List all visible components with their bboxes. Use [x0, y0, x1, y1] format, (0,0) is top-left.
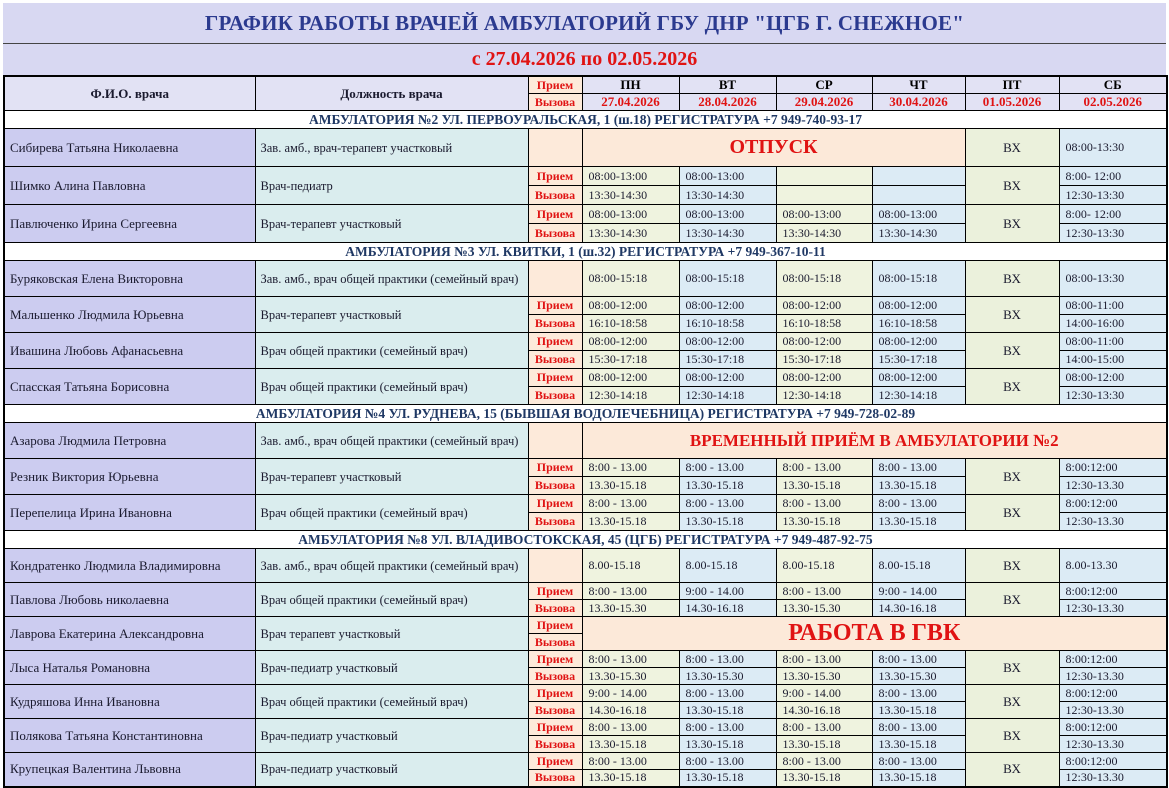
saturday-vyzova-cell: 14:00-16:00 — [1059, 315, 1167, 333]
priem-time-cell: 8:00 - 13.00 — [872, 685, 965, 702]
vyzova-time-cell: 13.30-15.30 — [776, 668, 872, 685]
priem-time-cell: 08:00-12:00 — [582, 297, 679, 315]
vyzova-time-cell: 13.30-15.30 — [582, 600, 679, 617]
doctor-position: Врач общей практики (семейный врач) — [255, 495, 528, 531]
saturday-vyzova-cell: 12:30-13:30 — [1059, 224, 1167, 243]
doctor-position: Зав. амб., врач-терапевт участковый — [255, 129, 528, 167]
priem-time-cell: 08:00-13:00 — [679, 205, 776, 224]
header-fio: Ф.И.О. врача — [4, 76, 255, 111]
empty-label-cell — [528, 549, 582, 583]
doctor-row — [4, 261, 1167, 279]
vyzova-label: Вызова — [528, 668, 582, 685]
doctor-position: Врач-педиатр — [255, 167, 528, 205]
priem-time-cell: 08:00-13:00 — [679, 167, 776, 186]
vyzova-time-cell: 12:30-14:18 — [872, 387, 965, 405]
gvk-banner: РАБОТА В ГВК — [582, 617, 1167, 651]
vyzova-time-cell: 15:30-17:18 — [872, 351, 965, 369]
priem-time-cell: 8:00 - 13.00 — [679, 495, 776, 513]
vx-cell: ВХ — [965, 719, 1059, 753]
priem-time-cell: 08:00-13:00 — [582, 167, 679, 186]
doctor-row — [4, 423, 1167, 441]
doctor-name: Крупецкая Валентина Львовна — [4, 753, 255, 787]
saturday-vyzova-cell: 12:30-13:30 — [1059, 186, 1167, 205]
section-header: АМБУЛАТОРИЯ №3 УЛ. КВИТКИ, 1 (ш.32) РЕГИСТРАТУРА +7 949-367-10-11 — [4, 243, 1167, 261]
priem-label: Прием — [528, 459, 582, 477]
vx-cell: ВХ — [965, 753, 1059, 787]
doctor-position: Врач общей практики (семейный врач) — [255, 369, 528, 405]
vyzova-time-cell: 15:30-17:18 — [582, 351, 679, 369]
vyzova-time-cell: 14.30-16.18 — [776, 702, 872, 719]
vyzova-time-cell: 13.30-15.18 — [872, 736, 965, 753]
doctor-name: Резник Виктория Юрьевна — [4, 459, 255, 495]
vyzova-label: Вызова — [528, 634, 582, 651]
doctor-position: Зав. амб., врач общей практики (семейный врач) — [255, 423, 528, 459]
vyzova-time-cell: 13.30-15.30 — [776, 600, 872, 617]
priem-time-cell: 8:00 - 13.00 — [679, 459, 776, 477]
day-name-wed: СР — [776, 76, 872, 94]
doctor-position: Зав. амб., врач общей практики (семейный врач) — [255, 549, 528, 583]
doctor-row — [4, 719, 1167, 736]
doctor-row — [4, 651, 1167, 668]
day-time-cell: 08:00-15:18 — [776, 261, 872, 297]
vyzova-time-cell: 13.30-15.30 — [872, 668, 965, 685]
vyzova-time-cell: 13.30-15.18 — [582, 736, 679, 753]
vyzova-time-cell: 14.30-16.18 — [679, 600, 776, 617]
doctor-position: Врач общей практики (семейный врач) — [255, 333, 528, 369]
priem-label: Прием — [528, 333, 582, 351]
priem-label: Прием — [528, 651, 582, 668]
vyzova-time-cell: 16:10-18:58 — [872, 315, 965, 333]
priem-time-cell: 8:00 - 13.00 — [679, 753, 776, 770]
section-header-row — [4, 111, 1167, 129]
day-date-sat: 02.05.2026 — [1059, 94, 1167, 111]
vyzova-time-cell: 13.30-15.18 — [679, 770, 776, 787]
priem-time-cell: 8:00 - 13.00 — [582, 753, 679, 770]
vx-cell: ВХ — [965, 549, 1059, 583]
vyzova-time-cell: 13:30-14:30 — [776, 224, 872, 243]
priem-time-cell: 08:00-12:00 — [679, 369, 776, 387]
priem-label: Прием — [528, 583, 582, 600]
vyzova-label: Вызова — [528, 351, 582, 369]
doctor-row — [4, 167, 1167, 186]
saturday-priem-cell: 8:00- 12:00 — [1059, 167, 1167, 186]
vyzova-time-cell: 13:30-14:30 — [872, 224, 965, 243]
vyzova-time-cell: 13:30-14:30 — [679, 224, 776, 243]
schedule-table — [3, 75, 1168, 788]
header-vyzova-label: Вызова — [528, 94, 582, 111]
vyzova-time-cell: 16:10-18:58 — [776, 315, 872, 333]
priem-time-cell: 8:00 - 13.00 — [776, 719, 872, 736]
saturday-priem-cell: 8:00:12:00 — [1059, 685, 1167, 702]
day-date-wed: 29.04.2026 — [776, 94, 872, 111]
vx-cell: ВХ — [965, 297, 1059, 333]
priem-time-cell: 8:00 - 13.00 — [776, 583, 872, 600]
page-title: ГРАФИК РАБОТЫ ВРАЧЕЙ АМБУЛАТОРИЙ ГБУ ДНР "ЦГБ Г. СНЕЖНОЕ" — [204, 10, 965, 35]
section-header: АМБУЛАТОРИЯ №8 УЛ. ВЛАДИВОСТОКСКАЯ, 45 (ЦГБ) РЕГИСТРАТУРА +7 949-487-92-75 — [4, 531, 1167, 549]
priem-time-cell: 08:00-12:00 — [872, 369, 965, 387]
doctor-name: Лыса Наталья Романовна — [4, 651, 255, 685]
vx-cell: ВХ — [965, 205, 1059, 243]
priem-time-cell: 8:00 - 13.00 — [776, 495, 872, 513]
saturday-vyzova-cell: 12:30-13.30 — [1059, 736, 1167, 753]
date-range: с 27.04.2026 по 02.05.2026 — [471, 48, 698, 70]
priem-time-cell: 08:00-12:00 — [582, 333, 679, 351]
vyzova-time-cell: 13.30-15.18 — [776, 477, 872, 495]
vyzova-time-cell: 13.30-15.18 — [582, 770, 679, 787]
priem-label: Прием — [528, 297, 582, 315]
priem-time-cell: 08:00-12:00 — [872, 333, 965, 351]
vyzova-time-cell: 13:30-14:30 — [679, 186, 776, 205]
priem-time-cell: 08:00-12:00 — [679, 333, 776, 351]
vyzova-time-cell: 13.30-15.18 — [679, 513, 776, 531]
doctor-row — [4, 495, 1167, 513]
doctor-row — [4, 459, 1167, 477]
vyzova-time-cell: 14.30-16.18 — [872, 600, 965, 617]
day-time-cell: 8.00-15.18 — [776, 549, 872, 583]
priem-time-cell: 8:00 - 13.00 — [679, 719, 776, 736]
priem-time-cell: 9:00 - 14.00 — [582, 685, 679, 702]
vyzova-time-cell: 13.30-15.18 — [776, 736, 872, 753]
priem-time-cell: 8:00 - 13.00 — [776, 651, 872, 668]
priem-time-cell: 08:00-12:00 — [679, 297, 776, 315]
vyzova-time-cell: 13.30-15.18 — [872, 513, 965, 531]
vx-cell: ВХ — [965, 369, 1059, 405]
vx-cell: ВХ — [965, 129, 1059, 167]
saturday-vyzova-cell: 12:30-13.30 — [1059, 600, 1167, 617]
day-name-fri: ПТ — [965, 76, 1059, 94]
doctor-name: Лаврова Екатерина Александровна — [4, 617, 255, 651]
doctor-name: Мальшенко Людмила Юрьевна — [4, 297, 255, 333]
priem-time-cell: 8:00 - 13.00 — [582, 495, 679, 513]
saturday-vyzova-cell: 12:30-13.30 — [1059, 702, 1167, 719]
vyzova-time-cell: 13.30-15.18 — [776, 513, 872, 531]
vx-cell: ВХ — [965, 495, 1059, 531]
saturday-vyzova-cell: 12:30-13.30 — [1059, 668, 1167, 685]
vyzova-label: Вызова — [528, 477, 582, 495]
header-priem-label: Прием — [528, 76, 582, 94]
saturday-cell: 08:00-13:30 — [1059, 129, 1167, 167]
vx-cell: ВХ — [965, 459, 1059, 495]
saturday-vyzova-cell: 14:00-15:00 — [1059, 351, 1167, 369]
doctor-row — [4, 333, 1167, 351]
vyzova-time-cell: 13.30-15.18 — [679, 477, 776, 495]
saturday-priem-cell: 08:00-12:00 — [1059, 369, 1167, 387]
priem-time-cell: 08:00-13:00 — [872, 205, 965, 224]
day-time-cell: 8.00-15.18 — [582, 549, 679, 583]
vyzova-time-cell: 14.30-16.18 — [582, 702, 679, 719]
vyzova-time-cell: 13.30-15.18 — [776, 770, 872, 787]
priem-time-cell: 08:00-12:00 — [776, 369, 872, 387]
doctor-name: Сибирева Татьяна Николаевна — [4, 129, 255, 167]
doctor-position: Врач-терапевт участковый — [255, 459, 528, 495]
saturday-priem-cell: 08:00-11:00 — [1059, 333, 1167, 351]
date-range-bar — [3, 44, 1166, 75]
priem-label: Прием — [528, 719, 582, 736]
priem-time-cell: 8:00 - 13.00 — [872, 719, 965, 736]
vx-cell: ВХ — [965, 583, 1059, 617]
saturday-priem-cell: 8:00:12:00 — [1059, 651, 1167, 668]
vyzova-time-cell — [872, 186, 965, 205]
priem-time-cell — [872, 167, 965, 186]
saturday-priem-cell: 8:00- 12:00 — [1059, 205, 1167, 224]
priem-time-cell: 9:00 - 14.00 — [776, 685, 872, 702]
priem-time-cell: 8:00 - 13.00 — [679, 685, 776, 702]
vyzova-label: Вызова — [528, 224, 582, 243]
section-header: АМБУЛАТОРИЯ №2 УЛ. ПЕРВОУРАЛЬСКАЯ, 1 (ш.18) РЕГИСТРАТУРА +7 949-740-93-17 — [4, 111, 1167, 129]
vx-cell: ВХ — [965, 333, 1059, 369]
vyzova-label: Вызова — [528, 600, 582, 617]
doctor-row — [4, 549, 1167, 566]
saturday-priem-cell: 8:00:12:00 — [1059, 719, 1167, 736]
vyzova-time-cell: 15:30-17:18 — [679, 351, 776, 369]
doctor-name: Павлюченко Ирина Сергеевна — [4, 205, 255, 243]
vyzova-label: Вызова — [528, 513, 582, 531]
priem-label: Прием — [528, 753, 582, 770]
priem-time-cell: 8:00 - 13.00 — [872, 753, 965, 770]
priem-time-cell: 9:00 - 14.00 — [872, 583, 965, 600]
vyzova-time-cell: 13.30-15.18 — [582, 513, 679, 531]
doctor-name: Спасская Татьяна Борисовна — [4, 369, 255, 405]
priem-time-cell: 08:00-12:00 — [582, 369, 679, 387]
priem-time-cell: 8:00 - 13.00 — [776, 753, 872, 770]
doctor-name: Перепелица Ирина Ивановна — [4, 495, 255, 531]
temporary-location-banner: ВРЕМЕННЫЙ ПРИЁМ В АМБУЛАТОРИИ №2 — [582, 423, 1167, 459]
vyzova-time-cell: 16:10-18:58 — [679, 315, 776, 333]
saturday-vyzova-cell: 12:30-13.30 — [1059, 477, 1167, 495]
priem-time-cell: 08:00-13:00 — [776, 205, 872, 224]
doctor-row — [4, 297, 1167, 315]
empty-label-cell — [528, 129, 582, 167]
priem-label: Прием — [528, 167, 582, 186]
vyzova-label: Вызова — [528, 315, 582, 333]
priem-time-cell — [776, 167, 872, 186]
empty-label-cell — [528, 261, 582, 297]
vyzova-time-cell: 13.30-15.18 — [679, 736, 776, 753]
vx-cell: ВХ — [965, 685, 1059, 719]
priem-time-cell: 8:00 - 13.00 — [582, 651, 679, 668]
vyzova-time-cell: 15:30-17:18 — [776, 351, 872, 369]
priem-time-cell: 08:00-12:00 — [776, 333, 872, 351]
day-name-mon: ПН — [582, 76, 679, 94]
vyzova-label: Вызова — [528, 736, 582, 753]
doctor-name: Ивашина Любовь Афанасьевна — [4, 333, 255, 369]
saturday-vyzova-cell: 12:30-13.30 — [1059, 770, 1167, 787]
saturday-cell: 08:00-13:30 — [1059, 261, 1167, 297]
doctor-row — [4, 129, 1167, 148]
priem-label: Прием — [528, 495, 582, 513]
day-time-cell: 8.00-15.18 — [679, 549, 776, 583]
vyzova-label: Вызова — [528, 702, 582, 719]
priem-time-cell: 8:00 - 13.00 — [872, 459, 965, 477]
vyzova-time-cell: 12:30-14:18 — [582, 387, 679, 405]
priem-time-cell: 08:00-12:00 — [872, 297, 965, 315]
priem-label: Прием — [528, 685, 582, 702]
doctor-position: Врач-педиатр участковый — [255, 651, 528, 685]
doctor-position: Зав. амб., врач общей практики (семейный врач) — [255, 261, 528, 297]
day-date-thu: 30.04.2026 — [872, 94, 965, 111]
vacation-banner: ОТПУСК — [582, 129, 965, 167]
doctor-name: Шимко Алина Павловна — [4, 167, 255, 205]
saturday-priem-cell: 8:00:12:00 — [1059, 459, 1167, 477]
priem-time-cell: 8:00 - 13.00 — [776, 459, 872, 477]
priem-label: Прием — [528, 369, 582, 387]
saturday-cell: 8.00-13.30 — [1059, 549, 1167, 583]
priem-time-cell: 08:00-13:00 — [582, 205, 679, 224]
saturday-priem-cell: 8:00:12:00 — [1059, 495, 1167, 513]
day-date-tue: 28.04.2026 — [679, 94, 776, 111]
doctor-position: Врач-терапевт участковый — [255, 297, 528, 333]
doctor-name: Кудряшова Инна Ивановна — [4, 685, 255, 719]
priem-time-cell: 08:00-12:00 — [776, 297, 872, 315]
priem-time-cell: 8:00 - 13.00 — [679, 651, 776, 668]
vyzova-time-cell: 13.30-15.18 — [872, 770, 965, 787]
doctor-name: Буряковская Елена Викторовна — [4, 261, 255, 297]
section-header-row — [4, 531, 1167, 549]
priem-time-cell: 9:00 - 14.00 — [679, 583, 776, 600]
saturday-vyzova-cell: 12:30-13:30 — [1059, 387, 1167, 405]
vyzova-time-cell: 13.30-15.30 — [582, 668, 679, 685]
day-date-fri: 01.05.2026 — [965, 94, 1059, 111]
doctor-name: Кондратенко Людмила Владимировна — [4, 549, 255, 583]
section-header-row — [4, 405, 1167, 423]
doctor-name: Азарова Людмила Петровна — [4, 423, 255, 459]
priem-time-cell: 8:00 - 13.00 — [582, 459, 679, 477]
saturday-vyzova-cell: 12:30-13.30 — [1059, 513, 1167, 531]
doctor-position: Врач общей практики (семейный врач) — [255, 583, 528, 617]
vx-cell: ВХ — [965, 651, 1059, 685]
doctor-row — [4, 205, 1167, 224]
vyzova-time-cell: 12:30-14:18 — [679, 387, 776, 405]
vyzova-label: Вызова — [528, 186, 582, 205]
vyzova-label: Вызова — [528, 387, 582, 405]
saturday-priem-cell: 8:00:12:00 — [1059, 753, 1167, 770]
doctor-position: Врач-педиатр участковый — [255, 719, 528, 753]
day-name-tue: ВТ — [679, 76, 776, 94]
day-name-sat: СБ — [1059, 76, 1167, 94]
title-bar — [3, 3, 1166, 44]
doctor-name: Полякова Татьяна Константиновна — [4, 719, 255, 753]
vyzova-time-cell: 13.30-15.18 — [582, 477, 679, 495]
day-date-mon: 27.04.2026 — [582, 94, 679, 111]
vyzova-time-cell: 13.30-15.18 — [679, 702, 776, 719]
doctor-row — [4, 617, 1167, 634]
section-header: АМБУЛАТОРИЯ №4 УЛ. РУДНЕВА, 15 (БЫВШАЯ ВОДОЛЕЧЕБНИЦА) РЕГИСТРАТУРА +7 949-728-02-89 — [4, 405, 1167, 423]
priem-time-cell: 8:00 - 13.00 — [582, 719, 679, 736]
saturday-priem-cell: 08:00-11:00 — [1059, 297, 1167, 315]
doctor-position: Врач-терапевт участковый — [255, 205, 528, 243]
doctor-name: Павлова Любовь николаевна — [4, 583, 255, 617]
doctor-row — [4, 753, 1167, 770]
doctor-position: Врач терапевт участковый — [255, 617, 528, 651]
day-time-cell: 08:00-15:18 — [582, 261, 679, 297]
vyzova-time-cell: 13:30-14:30 — [582, 224, 679, 243]
vyzova-label: Вызова — [528, 770, 582, 787]
vyzova-time-cell: 13:30-14:30 — [582, 186, 679, 205]
vx-cell: ВХ — [965, 167, 1059, 205]
header-position: Должность врача — [255, 76, 528, 111]
vyzova-time-cell: 16:10-18:58 — [582, 315, 679, 333]
vyzova-time-cell — [776, 186, 872, 205]
saturday-priem-cell: 8:00:12:00 — [1059, 583, 1167, 600]
day-time-cell: 08:00-15:18 — [679, 261, 776, 297]
vyzova-time-cell: 13.30-15.18 — [872, 702, 965, 719]
doctor-row — [4, 369, 1167, 387]
day-time-cell: 08:00-15:18 — [872, 261, 965, 297]
priem-time-cell: 8:00 - 13.00 — [872, 651, 965, 668]
doctor-row — [4, 583, 1167, 600]
day-name-thu: ЧТ — [872, 76, 965, 94]
empty-label-cell — [528, 423, 582, 459]
priem-label: Прием — [528, 205, 582, 224]
doctor-position: Врач общей практики (семейный врач) — [255, 685, 528, 719]
vyzova-time-cell: 13.30-15.30 — [679, 668, 776, 685]
vx-cell: ВХ — [965, 261, 1059, 297]
doctor-position: Врач-педиатр участковый — [255, 753, 528, 787]
vyzova-time-cell: 13.30-15.18 — [872, 477, 965, 495]
priem-label: Прием — [528, 617, 582, 634]
priem-time-cell: 8:00 - 13.00 — [872, 495, 965, 513]
doctor-row — [4, 685, 1167, 702]
section-header-row — [4, 243, 1167, 261]
priem-time-cell: 8:00 - 13.00 — [582, 583, 679, 600]
vyzova-time-cell: 12:30-14:18 — [776, 387, 872, 405]
day-time-cell: 8.00-15.18 — [872, 549, 965, 583]
